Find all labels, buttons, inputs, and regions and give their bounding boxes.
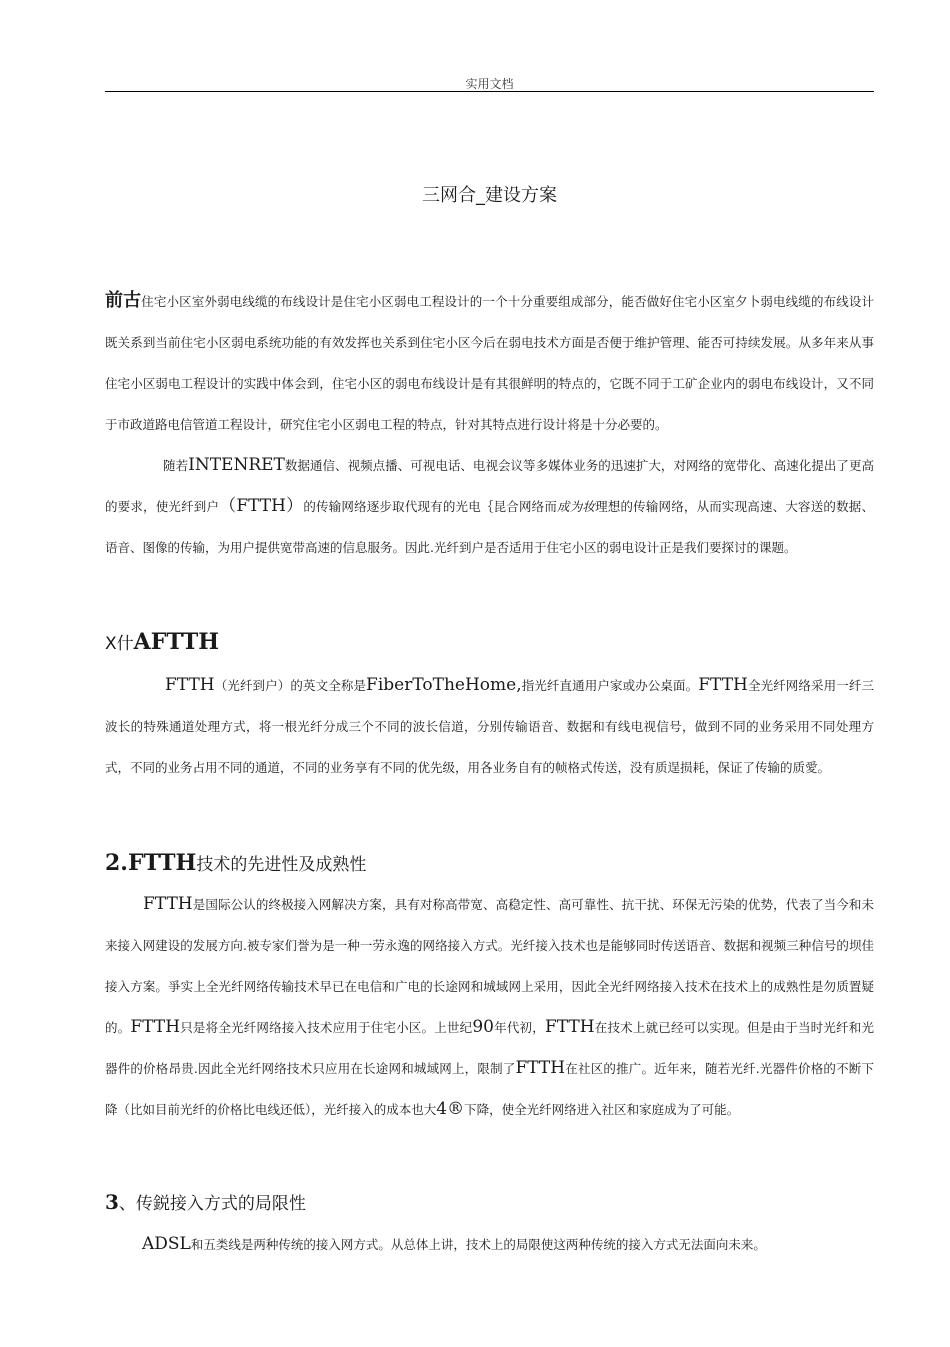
term-ftth-4: FTTH [130,1017,181,1037]
section-2-title: 技术的先进性及成熟性 [196,855,367,875]
term-adsl: ADSL [142,1234,191,1254]
section-1-paragraph [105,665,874,788]
section-2-text-d: 在技术上就已经可以实现。但是由于当时光纤和光器件的价格昂贵.因此全光纤网络技术只应用在长途网和城域网上，限制了 [105,1020,874,1076]
intro-text-2c: 的传输网络逐步取代现有的光电｛昆合网络而 [303,499,558,514]
section-3-number: 3 [105,1190,119,1214]
intro-text-2-italic: 成为妆 [557,499,596,514]
term-fiber-to-the-home: FiberToTheHome, [366,675,522,695]
intro-text-2a: 随若 [163,458,189,473]
section-2-text-b: 只是将全光纤网络接入技术应用于住宅小区。上世纪 [180,1020,473,1035]
intro-lead: 前古 [105,290,142,311]
term-ftth-2: FTTH [698,675,748,695]
term-ftth-3: FTTH [143,894,193,914]
term-ftth-1: FTTH [165,675,215,695]
page-header: 实用文档 [465,77,514,91]
intro-text-2d: 理想的传输网络，从而实现高速、大容送的数据、语音、图像的传输，为用户提供宽带高速的信息服务。因此.光纤到户是否适用于住宅小区的弱电设计正是我们要探讨的课题。 [105,499,874,555]
section-1-text-c: 全光纤网络采用一纤三波长的特殊通道处理方式，将一根光纤分成三个不同的波长信道，分别传输语音、数据和有线电视信号，做到不同的业务采用不同处理方式，不同的业务占用不同的通道，不同的业务享有不同的优先级，用各业务自有的帧格式传送，没有质逞损耗，保证了传输的质愛。 [105,678,874,775]
intro-paragraph-1 [105,280,874,445]
intro-text-2b: 数据通信、视频点播、可视电话、电视会议等多媒体业务的迅速扩大，对网络的宽带化、高速化提出了更高的要求，使光纤到户 [105,458,874,514]
section-3-title: 、传鋭接入方式的局限性 [118,1194,306,1214]
section-2-heading [105,849,366,879]
section-2-text-c: 年代初， [493,1020,545,1035]
section-2-text-e: 在社区的推广。近年来，随若光纤.光器件价格的不断下降（比如目前光纤的价格比电线还低），光纤接入的成本也大 [105,1061,874,1117]
term-ftth-paren: （FTTH） [219,496,304,516]
term-ftth-5: FTTH [544,1017,595,1037]
section-3-heading [105,1188,306,1218]
section-2-text-a: 是国际公认的终极接入网解决方案，具有对称高带宽、高稳定性、高可靠性、抗干扰、环保无污染的优势，代表了当今和未来接入网建设的发展方向.被专家们誉为是一种一劳永逸的网络接入方式。光纤接入技术也是能够同时传送语音、数据和视频三种信号的坝佳接入方案。爭实上全光纤网络传输技术早已在电信和广电的长途网和城域网上采用，因此全光纤网络接入技术在技术上的成熟性是勿质置疑的。 [105,897,874,1035]
term-ftth-6: FTTH [515,1058,566,1078]
section-1-text-a: （光纤到户）的英文全称是 [214,678,367,693]
term-internet: INTENRET [188,455,285,475]
intro-text-1: 住宅小区室外弱电线缆的布线设计是住宅小区弱电工程设计的一个十分重要组成部分，能否做好住宅小区室夕卜弱电线缆的布线设计既关系到当前住宅小区弱电系统功能的有效发挥也关系到住宅小区今后在弱电技术方面是否便于维护管理、能否可持续发展。从多年来从事住宅小区弱电工程设计的实践中体会到，住宅小区的弱电布线设计是有其很鲜明的特点的，它既不同于工矿企业内的弱电布线设计，又不同于市政道路电信管道工程设计，研究住宅小区弱电工程的特点，针对其特点进行设计将是十分必要的。 [105,294,874,432]
term-90: 90 [472,1017,494,1037]
section-1-heading [105,628,219,658]
section-1-text-b: 指光纤直通用户家或办公桌面。 [521,678,699,693]
header-rule [105,91,874,92]
intro-paragraph-2 [105,445,874,568]
section-1-prefix: X什 [105,634,134,654]
section-2-number: 2.FTTH [105,850,197,876]
document-title: 三网合_建设方案 [422,185,557,206]
section-3-paragraph [105,1224,874,1265]
section-2-paragraph [105,884,874,1130]
section-1-term: AFTTH [133,629,220,655]
term-4r: 4® [436,1099,465,1119]
section-3-text-a: 和五类线是两种传统的接入网方式。从总体上讲，技术上的局限使这两种传统的接入方式无法面向未来。 [190,1237,766,1252]
section-2-text-f: 下降，使全光纤网络进入社区和家庭成为了可能。 [464,1102,740,1117]
